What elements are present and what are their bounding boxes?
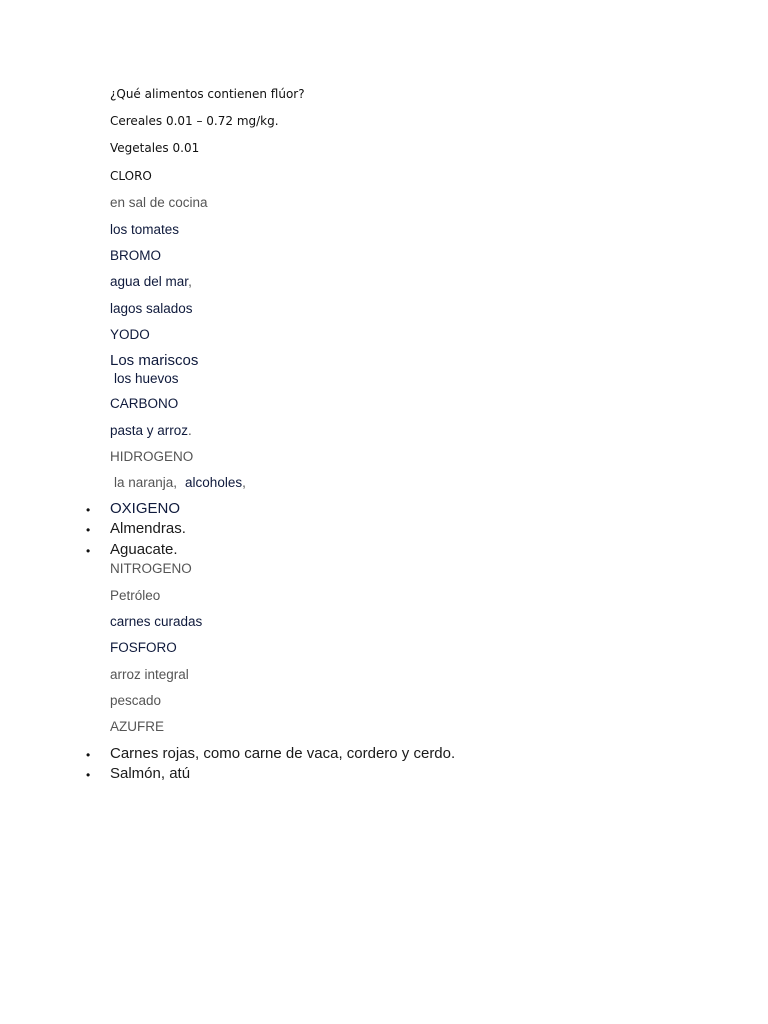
agua-mar-comma: , bbox=[188, 274, 192, 289]
bullet-marker: • bbox=[86, 523, 91, 537]
fosforo-heading: FOSFORO bbox=[110, 640, 177, 655]
bromo-heading: BROMO bbox=[110, 248, 162, 263]
fluor-question: ¿Qué alimentos contienen flúor? bbox=[110, 87, 305, 101]
cloro-heading: CLORO bbox=[110, 169, 152, 183]
bullet-marker: • bbox=[86, 768, 91, 782]
yodo-heading: YODO bbox=[110, 327, 150, 342]
cereales-line: Cereales 0.01 – 0.72 mg/kg. bbox=[110, 114, 279, 128]
agua-mar-line bbox=[110, 275, 192, 289]
bullet-marker: • bbox=[86, 544, 91, 558]
huevos-line: los huevos bbox=[114, 371, 179, 386]
bullet-marker: • bbox=[86, 748, 91, 762]
tomates-line: los tomates bbox=[110, 222, 180, 237]
naranja-text: la naranja, bbox=[114, 475, 178, 490]
pasta-text: pasta y arroz bbox=[110, 423, 189, 438]
petroleo-line: Petróleo bbox=[110, 588, 161, 603]
aguacate-item: Aguacate. bbox=[110, 541, 178, 558]
carnes-curadas-line: carnes curadas bbox=[110, 614, 203, 629]
pasta-period: . bbox=[188, 423, 192, 438]
mariscos-line: Los mariscos bbox=[110, 352, 199, 369]
almendras-item: Almendras. bbox=[110, 520, 186, 537]
bullet-marker: • bbox=[86, 503, 91, 517]
alcoholes-comma: , bbox=[242, 475, 246, 490]
agua-mar-text: agua del mar bbox=[110, 274, 189, 289]
oxigeno-heading: OXIGENO bbox=[110, 500, 181, 517]
arroz-integral-line: arroz integral bbox=[110, 667, 189, 682]
salmon-item: Salmón, atú bbox=[110, 765, 191, 782]
alcoholes-text: alcoholes bbox=[185, 475, 243, 490]
lagos-line: lagos salados bbox=[110, 301, 193, 316]
azufre-heading: AZUFRE bbox=[110, 719, 164, 734]
hidrogeno-heading: HIDROGENO bbox=[110, 449, 194, 464]
nitrogeno-heading: NITROGENO bbox=[110, 561, 192, 576]
naranja-line bbox=[114, 476, 246, 490]
vegetales-line: Vegetales 0.01 bbox=[110, 141, 200, 155]
sal-cocina-line: en sal de cocina bbox=[110, 195, 208, 210]
carbono-heading: CARBONO bbox=[110, 396, 179, 411]
pescado-line: pescado bbox=[110, 693, 162, 708]
carnes-rojas-item: Carnes rojas, como carne de vaca, cordero y cerdo. bbox=[110, 745, 456, 762]
pasta-line bbox=[110, 424, 192, 438]
